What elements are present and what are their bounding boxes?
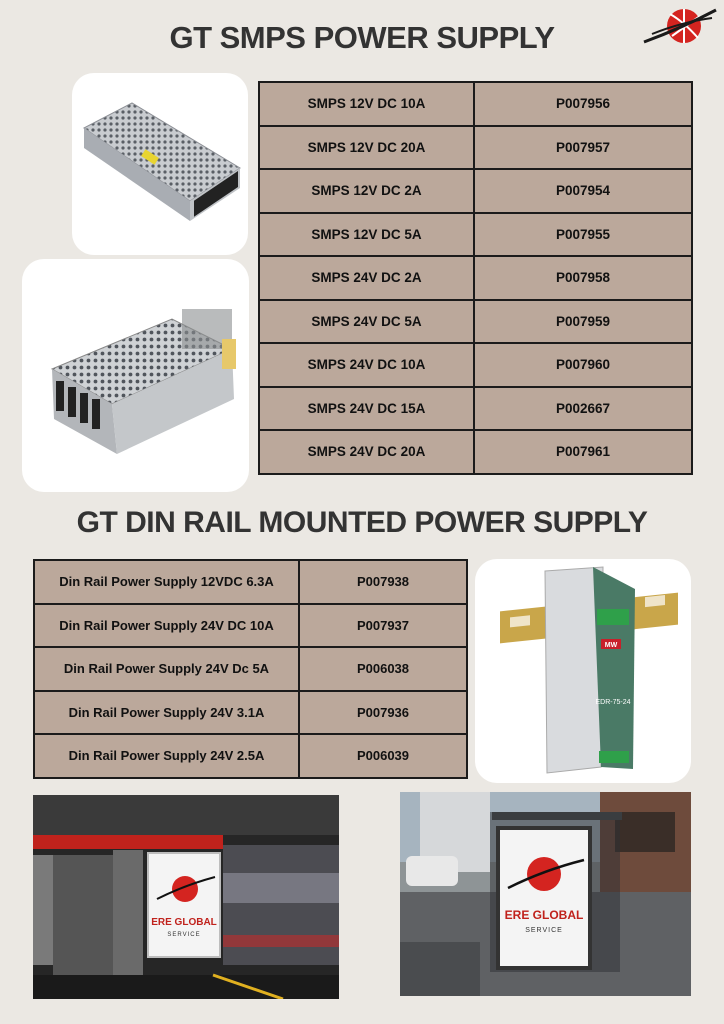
din-product-table xyxy=(33,559,468,779)
brand-name-line1: ERE GLOBAL xyxy=(151,917,217,928)
din-rail-product-photo xyxy=(475,559,691,783)
product-name-cell: SMPS 24V DC 10A xyxy=(259,343,474,387)
product-code-cell: P007958 xyxy=(474,256,692,300)
brand-name-line2: SERVICE xyxy=(167,932,201,938)
product-name-cell: SMPS 24V DC 5A xyxy=(259,300,474,344)
smps-product-photo-1 xyxy=(72,73,248,255)
product-code-cell: P007956 xyxy=(474,82,692,126)
product-name-cell: SMPS 12V DC 10A xyxy=(259,82,474,126)
smps-section-title: GT SMPS POWER SUPPLY xyxy=(169,20,555,55)
product-code-cell: P002667 xyxy=(474,387,692,431)
product-name-cell: SMPS 24V DC 20A xyxy=(259,430,474,474)
table-row xyxy=(259,256,692,300)
table-row xyxy=(259,387,692,431)
product-code-cell: P007960 xyxy=(474,343,692,387)
table-row xyxy=(259,300,692,344)
table-row xyxy=(34,560,467,604)
product-code-cell: P007955 xyxy=(474,213,692,257)
product-name-cell: Din Rail Power Supply 12VDC 6.3A xyxy=(34,560,299,604)
din-section-title: GT DIN RAIL MOUNTED POWER SUPPLY xyxy=(76,506,648,539)
table-row xyxy=(259,82,692,126)
table-row xyxy=(259,169,692,213)
product-code-cell: P007961 xyxy=(474,430,692,474)
subway-advert-photo xyxy=(33,795,339,999)
model-label: EDR-75-24 xyxy=(595,699,631,706)
product-code-cell: P007957 xyxy=(474,126,692,170)
smps-product-table xyxy=(258,81,693,475)
product-name-cell: Din Rail Power Supply 24V 3.1A xyxy=(34,691,299,735)
product-code-cell: P007954 xyxy=(474,169,692,213)
table-row xyxy=(34,647,467,691)
product-name-cell: SMPS 24V DC 2A xyxy=(259,256,474,300)
product-name-cell: SMPS 12V DC 2A xyxy=(259,169,474,213)
street-advert-photo xyxy=(400,792,691,996)
product-code-cell: P006038 xyxy=(299,647,467,691)
table-row xyxy=(259,213,692,257)
product-code-cell: P007938 xyxy=(299,560,467,604)
brand-name-line2: SERVICE xyxy=(525,927,563,934)
table-row xyxy=(259,126,692,170)
product-code-cell: P007937 xyxy=(299,604,467,648)
smps-product-photo-2 xyxy=(22,259,249,492)
product-name-cell: Din Rail Power Supply 24V Dc 5A xyxy=(34,647,299,691)
table-row xyxy=(34,604,467,648)
product-name-cell: SMPS 12V DC 5A xyxy=(259,213,474,257)
table-row xyxy=(259,343,692,387)
brand-mark: MW xyxy=(604,642,618,649)
table-row xyxy=(34,734,467,778)
table-row xyxy=(34,691,467,735)
table-row xyxy=(259,430,692,474)
product-name-cell: SMPS 24V DC 15A xyxy=(259,387,474,431)
product-name-cell: Din Rail Power Supply 24V 2.5A xyxy=(34,734,299,778)
product-code-cell: P007959 xyxy=(474,300,692,344)
product-name-cell: SMPS 12V DC 20A xyxy=(259,126,474,170)
product-code-cell: P006039 xyxy=(299,734,467,778)
product-code-cell: P007936 xyxy=(299,691,467,735)
product-name-cell: Din Rail Power Supply 24V DC 10A xyxy=(34,604,299,648)
brand-name-line1: ERE GLOBAL xyxy=(504,908,584,922)
